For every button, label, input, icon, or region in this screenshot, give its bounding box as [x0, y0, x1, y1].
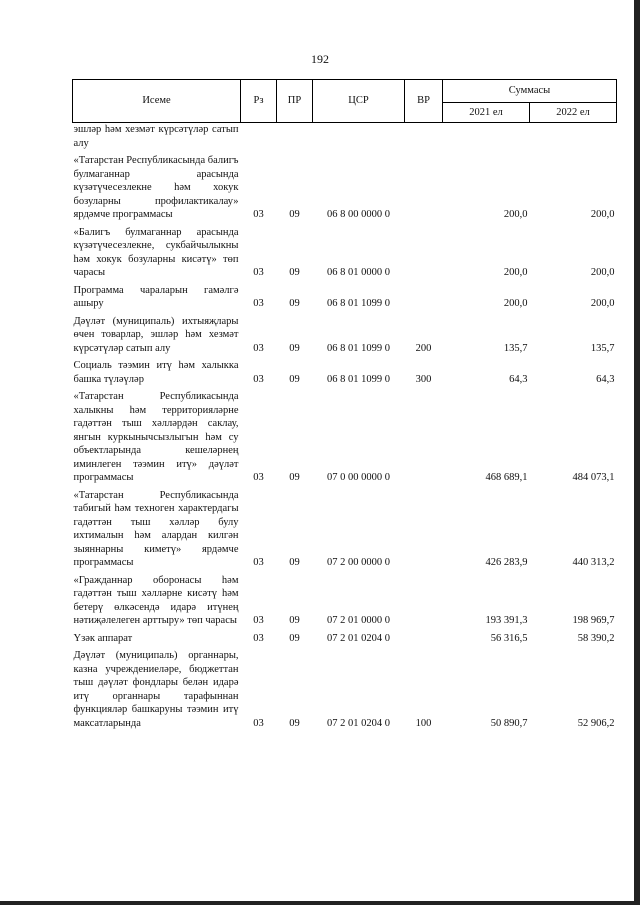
cell-sum-2021: 426 283,9 [485, 557, 528, 568]
table-header [73, 80, 617, 123]
cell-vr [405, 284, 443, 315]
cell-name: Дәүләт (муниципаль) ихтыяҗлары өчен товарлар, эшләр һәм хезмәт күрсәтүләр сатып алу [73, 315, 239, 354]
cell-sum-2022: 64,3 [596, 373, 615, 385]
cell-sum-2022: 198 969,7 [572, 615, 615, 626]
table-body [73, 123, 617, 735]
table-row [73, 390, 617, 489]
cell-pr: 09 [289, 373, 300, 385]
cell-pr [277, 123, 313, 155]
cell-vr [405, 123, 443, 155]
cell-sum-2021 [443, 123, 530, 155]
budget-table [72, 79, 617, 734]
table-row [73, 359, 617, 390]
cell-pr: 09 [289, 632, 300, 644]
cell-sum-2022: 135,7 [590, 342, 615, 354]
cell-vr [405, 390, 443, 489]
cell-pr: 09 [289, 472, 300, 483]
cell-name: Программа чараларын гамәлгә ашыру [73, 284, 239, 309]
header-sums: Суммасы [443, 80, 617, 103]
cell-sum-2021: 50 890,7 [490, 717, 528, 729]
cell-pr: 09 [289, 267, 300, 278]
cell-rz: 03 [253, 342, 264, 354]
cell-vr: 100 [415, 717, 432, 729]
table-row [73, 574, 617, 632]
cell-sum-2022: 200,0 [590, 209, 615, 220]
table-row [73, 123, 617, 155]
cell-csr: 06 8 00 0000 0 [327, 209, 390, 220]
cell-sum-2021: 200,0 [503, 209, 528, 220]
cell-name: эшләр һәм хезмәт күрсәтүләр сатып алу [73, 124, 239, 149]
cell-rz: 03 [253, 209, 264, 220]
cell-vr [405, 574, 443, 632]
cell-name: Үзәк аппарат [73, 632, 133, 644]
cell-csr: 06 8 01 1099 0 [327, 373, 390, 385]
header-year-2021: 2021 ел [443, 103, 530, 123]
cell-csr: 07 2 01 0204 0 [327, 632, 390, 644]
cell-sum-2022: 440 313,2 [572, 557, 615, 568]
cell-name: «Татарстан Республикасында балигъ булмаганнар арасында күзәтүчесезлекне һәм хокук бозуларны профилактикалау» ярдәмче программасы [73, 155, 239, 220]
cell-sum-2022: 58 390,2 [577, 632, 615, 644]
table-row [73, 315, 617, 360]
cell-csr: 07 2 01 0000 0 [327, 615, 390, 626]
table-row [73, 632, 617, 650]
cell-vr [405, 226, 443, 284]
cell-vr [405, 632, 443, 650]
cell-sum-2021: 64,3 [509, 373, 528, 385]
scan-right-edge [634, 0, 640, 905]
cell-sum-2021: 200,0 [503, 267, 528, 278]
header-pr: ПР [277, 80, 313, 123]
cell-name: «Гражданнар оборонасы һәм гадәттән тыш хәлләрне кисәтү һәм бетерү өлкәсендә идарә итүнең нәтиҗәлелеген арттыру» төп чарасы [73, 574, 239, 626]
scan-bottom-edge [0, 901, 640, 905]
cell-rz: 03 [253, 615, 264, 626]
cell-sum-2021: 135,7 [503, 342, 528, 354]
table-row [73, 226, 617, 284]
cell-sum-2021: 468 689,1 [485, 472, 528, 483]
header-vr: ВР [405, 80, 443, 123]
cell-csr: 07 0 00 0000 0 [327, 472, 390, 483]
cell-rz: 03 [253, 472, 264, 483]
cell-name: «Татарстан Республикасында табигый һәм техноген характердагы гадәттән тыш хәлләр булу ихтималын һәм алардан килгән зыяннарны киметү» ярдәмче программасы [73, 489, 239, 568]
cell-vr: 300 [415, 373, 432, 385]
cell-rz: 03 [253, 298, 264, 309]
table-row [73, 649, 617, 734]
cell-sum-2021: 193 391,3 [485, 615, 528, 626]
cell-pr: 09 [289, 717, 300, 729]
cell-rz: 03 [253, 373, 264, 385]
cell-vr [405, 154, 443, 226]
cell-csr: 06 8 01 1099 0 [327, 298, 390, 309]
cell-sum-2022: 484 073,1 [572, 472, 615, 483]
cell-name: «Татарстан Республикасында халыкны һәм территорияләрне гадәттән тыш хәлләрдән саклау, янгын куркынычсызлыгын һәм су объектларында кешеләрнең иминлеген тәэмин итү» дәүләт программасы [73, 391, 239, 483]
cell-sum-2021: 200,0 [503, 298, 528, 309]
table-row [73, 489, 617, 574]
cell-name: «Балигъ булмаганнар арасында күзәтүчесезлекне, сукбайчылыкны һәм хокук бозуларны кисәтү» төп чарасы [73, 226, 239, 278]
cell-sum-2022: 200,0 [590, 298, 615, 309]
cell-csr: 07 2 00 0000 0 [327, 557, 390, 568]
cell-csr: 06 8 01 1099 0 [327, 342, 390, 354]
cell-rz [241, 123, 277, 155]
cell-vr: 200 [415, 342, 432, 354]
header-name: Исеме [73, 80, 241, 123]
table-row [73, 284, 617, 315]
cell-csr [313, 123, 405, 155]
header-year-2022: 2022 ел [530, 103, 617, 123]
cell-pr: 09 [289, 557, 300, 568]
cell-sum-2022: 200,0 [590, 267, 615, 278]
cell-rz: 03 [253, 557, 264, 568]
cell-rz: 03 [253, 717, 264, 729]
cell-pr: 09 [289, 615, 300, 626]
cell-sum-2022: 52 906,2 [577, 717, 615, 729]
cell-csr: 07 2 01 0204 0 [327, 717, 390, 729]
cell-pr: 09 [289, 298, 300, 309]
cell-sum-2022 [530, 123, 617, 155]
header-csr: ЦСР [313, 80, 405, 123]
cell-vr [405, 489, 443, 574]
table-row [73, 154, 617, 226]
cell-csr: 06 8 01 0000 0 [327, 267, 390, 278]
cell-name: Социаль тәэмин итү һәм халыкка башка түләүләр [73, 360, 239, 385]
cell-rz: 03 [253, 267, 264, 278]
cell-sum-2021: 56 316,5 [490, 632, 528, 644]
cell-pr: 09 [289, 342, 300, 354]
cell-name: Дәүләт (муниципаль) органнары, казна учреждениеләре, бюджеттан тыш дәүләт фондлары белән идарә итү органнары тарафыннан функцияләр башкаруны тәэмин итү максатларында [73, 650, 239, 729]
header-rz: Рз [241, 80, 277, 123]
cell-pr: 09 [289, 209, 300, 220]
page-number: 192 [311, 52, 329, 66]
cell-rz: 03 [253, 632, 264, 644]
